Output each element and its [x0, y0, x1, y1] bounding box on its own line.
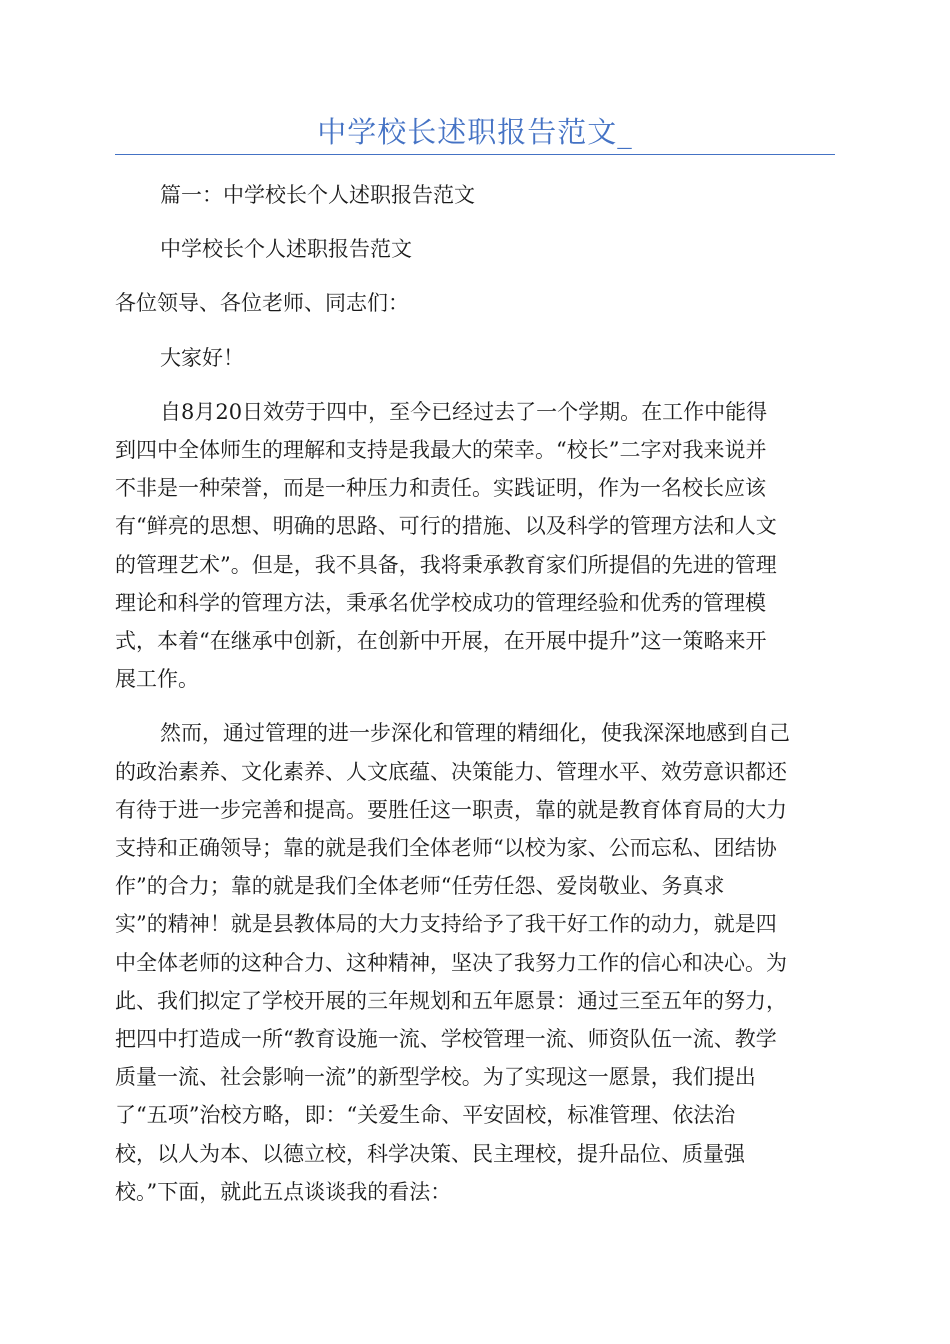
paragraph-line: 了“五项”治校方略，即：“关爱生命、平安固校，标准管理、依法治 [115, 1103, 736, 1128]
paragraph-1 [115, 393, 835, 699]
paragraph-line: 式，本着“在继承中创新，在创新中开展，在开展中提升”这一策略来开 [115, 629, 767, 654]
paragraph-line: 中全体老师的这种合力、这种精神，坚决了我努力工作的信心和决心。为 [115, 950, 787, 975]
paragraph-line: 的管理艺术”。但是，我不具备，我将秉承教育家们所提倡的先进的管理 [115, 552, 777, 577]
paragraph-line: 有“鲜亮的思想、明确的思路、可行的措施、以及科学的管理方法和人文 [115, 514, 777, 539]
subheading: 中学校长个人述职报告范文 [160, 237, 412, 262]
paragraph-line: 校，以人为本、以德立校，科学决策、民主理校，提升品位、质量强 [115, 1141, 745, 1166]
paragraph-line: 作”的合力；靠的就是我们全体老师“任劳任怨、爱岗敬业、务真求 [115, 874, 725, 899]
paragraph-line: 支持和正确领导；靠的就是我们全体老师“以校为家、公而忘私、团结协 [115, 836, 777, 861]
paragraph-line: 有待于进一步完善和提高。要胜任这一职责，靠的就是教育体育局的大力 [115, 797, 787, 822]
title-underline [115, 154, 835, 155]
salutation: 各位领导、各位老师、同志们： [115, 291, 409, 316]
section-heading: 篇一：中学校长个人述职报告范文 [160, 183, 475, 207]
paragraph-2 [115, 714, 835, 1211]
paragraph-line: 实”的精神！就是县教体局的大力支持给予了我干好工作的动力，就是四 [115, 912, 777, 937]
paragraph-line: 自8月20日效劳于四中，至今已经过去了一个学期。在工作中能得 [160, 399, 768, 424]
paragraph-line: 质量一流、社会影响一流”的新型学校。为了实现这一愿景，我们提出 [115, 1065, 756, 1090]
paragraph-line: 展工作。 [115, 667, 199, 692]
paragraph-line: 不非是一种荣誉，而是一种压力和责任。实践证明，作为一名校长应该 [115, 476, 766, 501]
document-title: 中学校长述职报告范文_ [317, 115, 633, 149]
greeting: 大家好！ [160, 345, 244, 370]
paragraph-line: 到四中全体师生的理解和支持是我最大的荣幸。“校长”二字对我来说并 [115, 438, 767, 463]
paragraph-line: 此、我们拟定了学校开展的三年规划和五年愿景：通过三至五年的努力， [115, 988, 787, 1013]
paragraph-line: 理论和科学的管理方法，秉承名优学校成功的管理经验和优秀的管理模 [115, 590, 766, 615]
paragraph-line: 校。”下面，就此五点谈谈我的看法： [115, 1179, 452, 1204]
document-body [115, 176, 835, 1211]
paragraph-line: 然而，通过管理的进一步深化和管理的精细化，使我深深地感到自己 [160, 721, 790, 746]
paragraph-line: 把四中打造成一所“教育设施一流、学校管理一流、师资队伍一流、教学 [115, 1027, 777, 1052]
paragraph-line: 的政治素养、文化素养、人文底蕴、决策能力、管理水平、效劳意识都还 [115, 759, 787, 784]
